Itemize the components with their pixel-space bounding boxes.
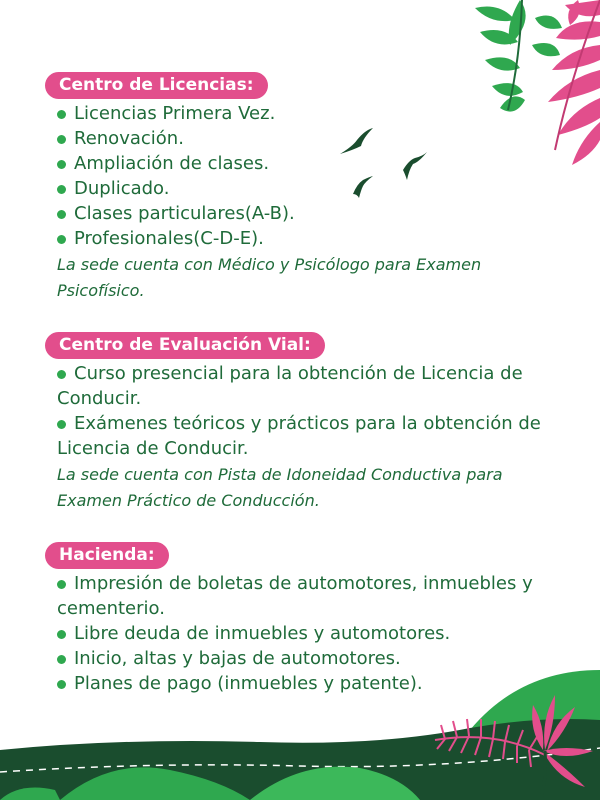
- section-note: La sede cuenta con Médico y Psicólogo para Examen Psicofísico.: [57, 255, 482, 300]
- list-item: Clases particulares(A-B).: [57, 201, 560, 226]
- section-note: La sede cuenta con Pista de Idoneidad Conductiva para Examen Práctico de Conducción.: [57, 465, 503, 510]
- content: [40, 72, 560, 724]
- service-list: [40, 361, 560, 461]
- list-item: Exámenes teóricos y prácticos para la obtención de Licencia de Conducir.: [57, 413, 541, 459]
- fern-decoration: [415, 695, 600, 800]
- section-heading: Hacienda:: [45, 542, 169, 569]
- bullet-icon: [57, 370, 66, 379]
- list-item: Curso presencial para la obtención de Licencia de Conducir.: [57, 363, 523, 409]
- bullet-icon: [57, 630, 66, 639]
- list-item: Profesionales(C-D-E).: [57, 226, 560, 251]
- bullet-icon: [57, 135, 66, 144]
- list-item: Impresión de boletas de automotores, inmuebles y cementerio.: [57, 573, 533, 619]
- service-list: [40, 101, 560, 251]
- list-item: Inicio, altas y bajas de automotores.: [57, 646, 560, 671]
- list-item: Ampliación de clases.: [57, 151, 560, 176]
- bullet-icon: [57, 160, 66, 169]
- bullet-icon: [57, 110, 66, 119]
- bullet-icon: [57, 235, 66, 244]
- bullet-icon: [57, 185, 66, 194]
- list-item: Libre deuda de inmuebles y automotores.: [57, 621, 560, 646]
- bullet-icon: [57, 420, 66, 429]
- list-item: Renovación.: [57, 126, 560, 151]
- bullet-icon: [57, 580, 66, 589]
- section-heading: Centro de Evaluación Vial:: [45, 332, 325, 359]
- list-item: Planes de pago (inmuebles y patente).: [57, 671, 560, 696]
- section-heading: Centro de Licencias:: [45, 72, 268, 99]
- section-centro-de-evaluacion-vial: [40, 332, 560, 514]
- bullet-icon: [57, 210, 66, 219]
- list-item: Duplicado.: [57, 176, 560, 201]
- section-centro-de-licencias: [40, 72, 560, 304]
- list-item: Licencias Primera Vez.: [57, 101, 560, 126]
